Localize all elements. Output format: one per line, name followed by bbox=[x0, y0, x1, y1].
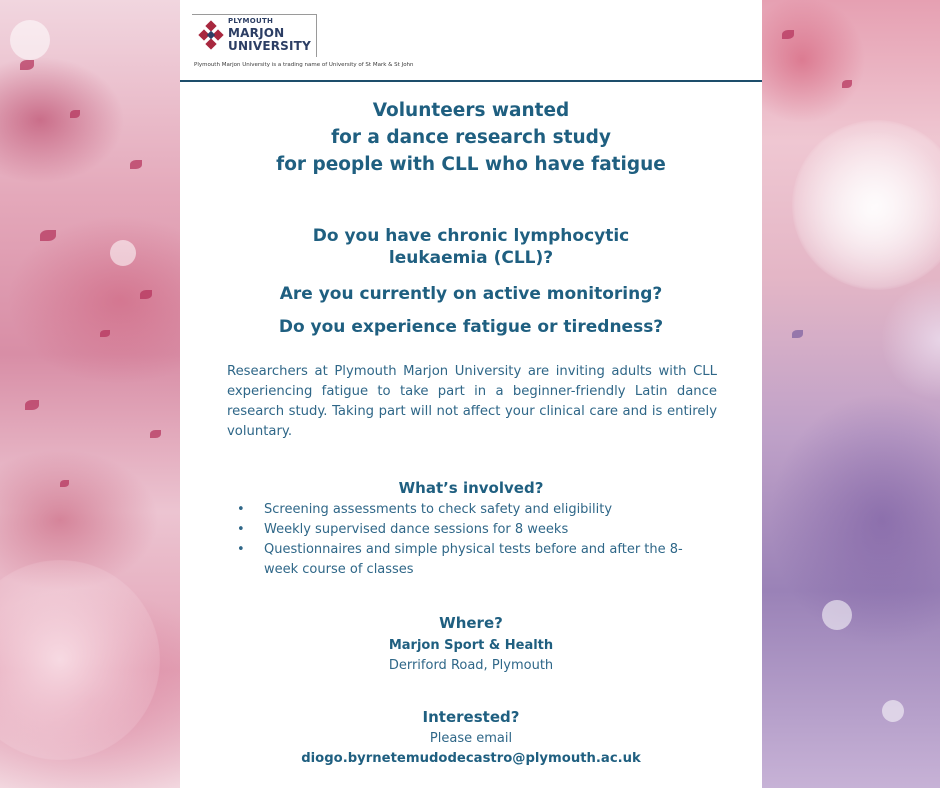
venue-name: Marjon Sport & Health bbox=[388, 638, 554, 653]
spray-dot bbox=[822, 600, 852, 630]
list-item-text: Screening assessments to check safety and eligibility bbox=[264, 502, 613, 517]
header-divider bbox=[180, 80, 762, 82]
title-line: for a dance research study bbox=[331, 127, 611, 148]
bullet: • bbox=[237, 522, 245, 537]
question-line: Do you have chronic lymphocytic bbox=[312, 226, 630, 246]
question-cll bbox=[180, 225, 762, 269]
bullet: • bbox=[237, 502, 245, 517]
involved-list bbox=[234, 500, 714, 580]
spray-dot bbox=[10, 20, 50, 60]
venue-address: Derriford Road, Plymouth bbox=[388, 658, 554, 673]
intro-paragraph: Researchers at Plymouth Marjon University are inviting adults with CLL experiencing fatigue to take part in a beginner-friendly Latin dance research study. Taking part will not affect your clinical care and is entirely voluntary. bbox=[227, 364, 717, 439]
interested-heading: Interested? bbox=[422, 708, 520, 726]
soft-circle-decoration bbox=[882, 280, 940, 400]
petal-decoration bbox=[70, 110, 80, 118]
spray-dot bbox=[882, 700, 904, 722]
left-floral-background bbox=[0, 0, 180, 788]
header bbox=[180, 0, 762, 82]
university-logo bbox=[192, 14, 318, 56]
logo-text-plymouth: PLYMOUTH bbox=[228, 17, 274, 25]
petal-decoration bbox=[792, 330, 803, 338]
petal-decoration bbox=[130, 160, 142, 169]
soft-circle-decoration bbox=[792, 120, 940, 290]
flyer-title bbox=[180, 97, 762, 178]
list-item bbox=[234, 540, 714, 580]
title-line: Volunteers wanted bbox=[372, 100, 570, 121]
question-active-monitoring: Are you currently on active monitoring? bbox=[279, 284, 663, 304]
logo-text-university: UNIVERSITY bbox=[228, 39, 311, 53]
where-heading: Where? bbox=[439, 614, 503, 632]
contact-email: diogo.byrnetemudodecastro@plymouth.ac.uk bbox=[301, 751, 641, 766]
petal-decoration bbox=[60, 480, 69, 487]
title-line: for people with CLL who have fatigue bbox=[276, 154, 666, 175]
list-item-text: Weekly supervised dance sessions for 8 weeks bbox=[264, 522, 569, 537]
petal-decoration bbox=[842, 80, 852, 88]
petal-decoration bbox=[150, 430, 161, 438]
marjon-diamond-icon bbox=[196, 20, 226, 50]
spray-dot bbox=[110, 240, 136, 266]
question-line: leukaemia (CLL)? bbox=[388, 248, 554, 268]
trading-name-tagline: Plymouth Marjon University is a trading name of University of St Mark & St John bbox=[194, 62, 414, 68]
petal-decoration bbox=[40, 230, 56, 241]
petal-decoration bbox=[20, 60, 34, 70]
soft-circle-decoration bbox=[0, 560, 160, 760]
flyer bbox=[180, 0, 762, 788]
list-item-text: Questionnaires and simple physical tests before and after the 8-week course of classes bbox=[264, 542, 683, 577]
email-prompt: Please email bbox=[429, 731, 513, 746]
petal-decoration bbox=[25, 400, 39, 410]
question-fatigue: Do you experience fatigue or tiredness? bbox=[278, 317, 664, 337]
petal-decoration bbox=[140, 290, 152, 299]
petal-decoration bbox=[100, 330, 110, 337]
list-item bbox=[234, 500, 714, 520]
whats-involved-heading: What’s involved? bbox=[398, 479, 544, 497]
logo-text-marjon: MARJON bbox=[228, 26, 285, 40]
list-item bbox=[234, 520, 714, 540]
bullet: • bbox=[237, 542, 245, 557]
petal-decoration bbox=[782, 30, 794, 39]
right-floral-background bbox=[762, 0, 940, 788]
